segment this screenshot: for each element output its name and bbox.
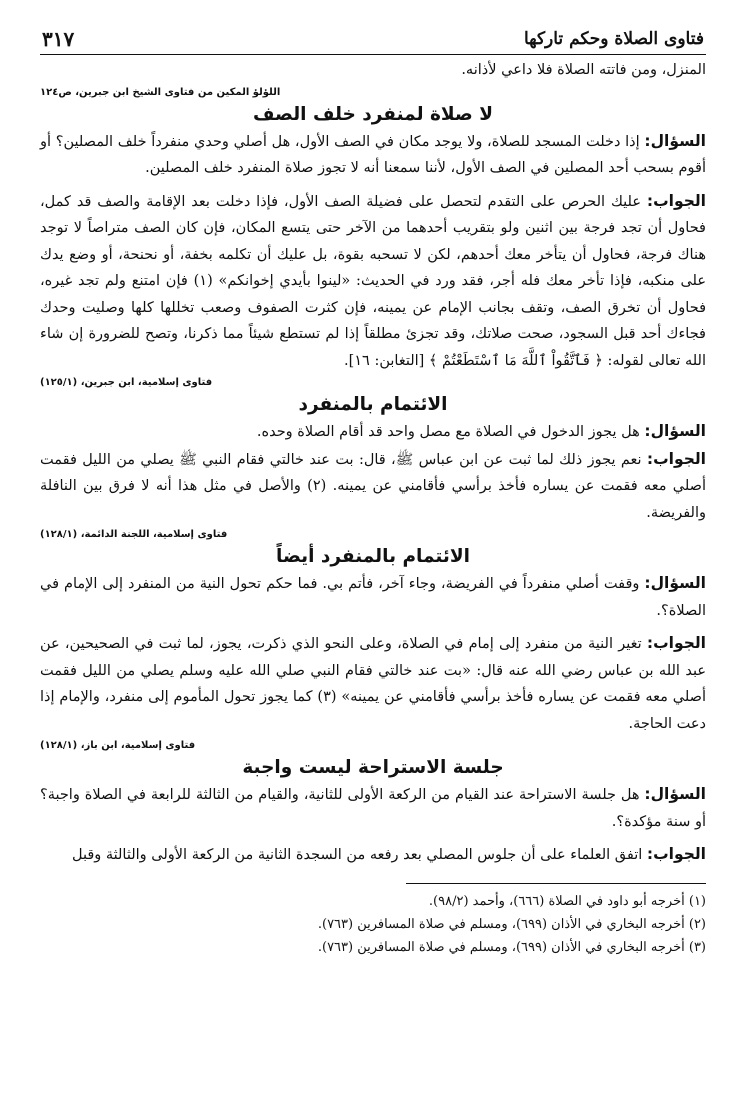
question-text: هل جلسة الاستراحة عند القيام من الركعة الأولى للثانية، والقيام من الثالثة للرابعة في الصلاة واجبة؟ أو سنة مؤكدة؟.: [40, 787, 706, 830]
source-citation: فتاوى إسلامية، اللجنة الدائمة، (١٢٨/١): [40, 529, 228, 540]
page-number: ٣١٧: [42, 26, 75, 51]
question-label: السؤال:: [644, 574, 706, 592]
book-title: فتاوى الصلاة وحكم تاركها: [523, 28, 704, 49]
section-title: الائتمام بالمنفرد أيضاً: [276, 546, 470, 567]
footnote: (٣) أخرجه البخاري في الأذان (٦٩٩)، ومسلم في صلاة المسافرين (٧٦٣).: [317, 939, 706, 955]
question-label: السؤال:: [644, 131, 706, 150]
answer-label: الجواب:: [646, 845, 706, 863]
question: [40, 128, 706, 182]
answer: [40, 446, 706, 527]
answer-text: نعم يجوز ذلك لما ثبت عن ابن عباس ﷺ، قال: بت عند خالتي فقام النبي ﷺ يصلي من الليل فقمت أصلي معه فقمت عن يساره فأخذ برأسي فأقامني عن يمينه. (٢) والأصل في مثل هذا أنه لا فرق بين النافلة والفريضة.: [40, 451, 706, 521]
answer-label: الجواب:: [646, 191, 706, 210]
answer: [40, 630, 706, 737]
footnote-divider: [406, 883, 706, 884]
answer-label: الجواب:: [646, 634, 706, 652]
question-text: وقفت أصلي منفرداً في الفريضة، وجاء آخر، فأتم بي. فما حكم تحول النية من المنفرد إلى الإمام في الصلاة؟.: [40, 576, 706, 619]
answer-text: عليك الحرص على التقدم لتحصل على فضيلة الصف الأول، فإذا دخلت بعد الإقامة والصف قد كمل، فحاول أن تجد فرجة بين اثنين ولو بتقريب أحدهما من الآخر حتى يتسع المكان، فإن كان الصف متراصاً لا توجد هناك فرجة، فحاول أن يتأخر معك أحدهم، لكن لا تسحبه بقوة، بل عليك أن تكلمه بخفة، أو نحنحة، أو وضع يدك على منكبه، فإذا تأخر معك فله أجر، فقد ورد في الحديث: «لينوا بأيدي إخوانكم» (١) فإن امتنع ولم تجد غيره، فحاول أن تخرق الصف، وتقف بجانب الإمام عن يمينه، فإن كثرت الصفوف وصعب تخللها كلها وصليت وحدك فجاءك أحد قبل السجود، صحت صلاتك، وقد تجزئ مطلقاً إذا لم تستطع شيئاً مما ذكرنا، وتصح للضرورة إن شاء الله تعالى لقوله: ﴿ فَٱتَّقُواْ ٱللَّهَ مَا ٱسْتَطَعْتُمْ ﴾ [التغابن: ١٦].: [40, 193, 706, 369]
continuation-text: المنزل، ومن فاتته الصلاة فلا داعي لأذانه.: [461, 62, 706, 78]
source-citation: اللؤلؤ المكين من فتاوى الشيخ ابن جبرين، ص١٢٤: [40, 86, 281, 98]
question-label: السؤال:: [644, 785, 706, 803]
source-citation: فتاوى إسلامية، ابن باز، (١٢٨/١): [40, 740, 196, 751]
answer-text: اتفق العلماء على أن جلوس المصلي بعد رفعه من السجدة الثانية من الركعة الأولى والثالثة وقبل: [71, 847, 647, 863]
answer-label: الجواب:: [646, 449, 706, 468]
question: [40, 781, 706, 835]
question: [40, 570, 706, 624]
section-title: جلسة الاستراحة ليست واجبة: [242, 757, 504, 778]
footnote: (١) أخرجه أبو داود في الصلاة (٦٦٦)، وأحمد (٩٨/٢).: [428, 893, 706, 909]
section-title: لا صلاة لمنفرد خلف الصف: [252, 103, 494, 125]
question-label: السؤال:: [644, 422, 706, 440]
source-citation: فتاوى إسلامية، ابن جبرين، (١٢٥/١): [40, 377, 213, 388]
question-text: هل يجوز الدخول في الصلاة مع مصل واحد قد أقام الصلاة وحده.: [256, 424, 645, 440]
answer: [40, 841, 706, 869]
question-text: إذا دخلت المسجد للصلاة، ولا يوجد مكان في الصف الأول، هل أصلي وحدي منفرداً خلف المصلين؟ أو أقوم بسحب أحد المصلين في الصف الأول، لأننا سمعنا أنه لا تجوز صلاة المنفرد خلف المصلين.: [40, 133, 706, 176]
answer-text: تغير النية من منفرد إلى إمام في الصلاة، وعلى النحو الذي ذكرت، يجوز، لما ثبت في الصحيحين، عن عبد الله بن عباس رضي الله عنه قال: «بت عند خالتي فقام النبي صلي الله عليه وسلم يصلي من الليل فقمت أصلي معه فقمت عن يساره فأخذ برأسي فأقامني عن يمينه» (٣) كما يجوز تحول المأموم إلى منفرد، والإمام إذا دعت الحاجة.: [40, 636, 707, 732]
footnote: (٢) أخرجه البخاري في الأذان (٦٩٩)، ومسلم في صلاة المسافرين (٧٦٣).: [317, 916, 706, 932]
section-title: الائتمام بالمنفرد: [298, 394, 448, 415]
answer: [40, 188, 706, 375]
running-header: [40, 22, 706, 55]
question: [40, 418, 706, 446]
